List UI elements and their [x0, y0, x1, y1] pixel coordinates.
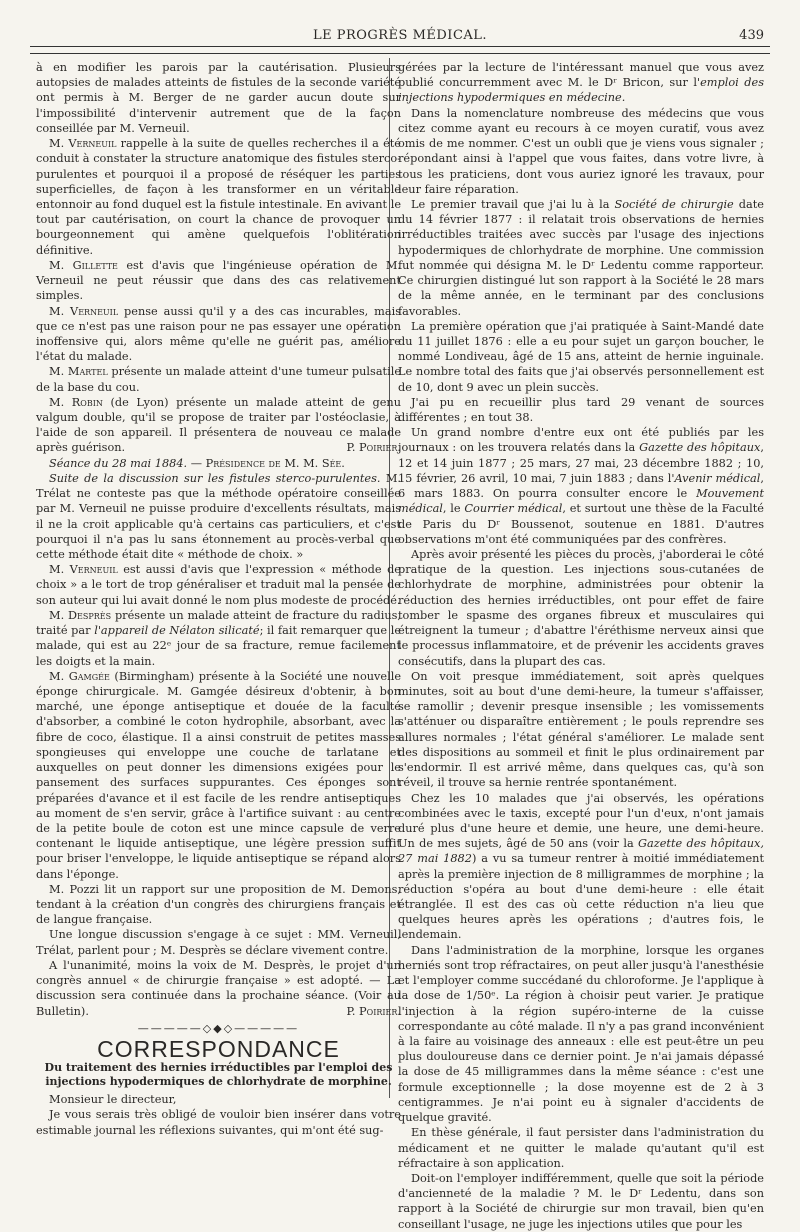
paragraph: On voit presque immédiatement, soit après quelques minutes, soit au bout d'une demi-heure, la tumeur s'affaisser, se ramollir ; devenir presque insensible ; les vomissements s'atténuer ou disparaître entièrement ; le pouls reprendre ses allures normales ; l'état général s'améliorer. Le malade sent des dispositions au sommeil et finit le plus ordinairement par s'endormir. Il est arrivé même, dans quelques cas, qu'à son réveil, il trouve sa hernie rentrée spontanément. [398, 669, 764, 790]
paragraph: La première opération que j'ai pratiquée à Saint-Mandé date du 11 juillet 1876 : elle a eu pour sujet un garçon boucher, le nommé Londiveau, âgé de 15 ans, atteint de hernie inguinale. Le nombre total des faits que j'ai observés personnellement est de 10, dont 9 avec un plein succès. [398, 319, 764, 394]
paragraph: Dans l'administration de la morphine, lorsque les organes herniés sont trop réfractaires, on peut aller jusqu'à l'anesthésie et l'employer comme succédané du chloroforme. Je l'applique à la dose de 1/50ᵉ. La région à choisir peut varier. Je pratique l'injection à la région supéro-interne de la cuisse correspondante au côté malade. Il n'y a pas grand inconvénient à la faire au voisinage des anneaux : elle est peut-être un peu plus douloureuse dans ce dernier point. Je n'ai jamais dépassé la dose de 45 milligrammes dans la même séance : c'est une formule exceptionnelle ; la dose moyenne est de 2 à 3 centigrammes. Je n'ai point eu à signaler d'accidents de quelque gravité. [398, 943, 764, 1125]
paragraph-text: présente un malade atteint de fracture du radius, traité par [36, 608, 401, 638]
paragraph-text: , 12 et 14 juin 1877 ; 25 mars, 27 mai, 23 décembre 1882 ; 10, 15 février, 26 avril, 10 mai, 7 juin 1883 ; dans l' [398, 441, 764, 485]
paragraph [398, 425, 764, 547]
section-heading: CORRESPONDANCE [97, 1036, 340, 1062]
left-column [36, 60, 401, 1138]
paragraph-text: date du 14 février 1877 : il relatait trois observations de hernies irréductibles traitées avec succès par l'usage des injections hypodermiques de chlorhydrate de morphine. Une commission fut nommée qui désigna M. le Dʳ Ledentu comme rapporteur. Ce chirurgien distingué lut son rapport à la Société le 28 mars de la même année, en le terminant par des conclusions favorables. [398, 197, 764, 318]
italic-text: l'appareil de Nélaton silicaté [94, 624, 260, 638]
italic-text: Gazette des hôpitaux [639, 441, 761, 455]
paragraph-text: ; il fait remarquer que le malade, qui est au 22ᵉ jour de sa fracture, remue facilement les doigts et la main. [36, 624, 402, 668]
session-president: — Présidence de M. M. Sée. [187, 456, 345, 470]
paragraph-text: gérées par la lecture de l'intéressant manuel que vous avez publié concurremment avec M. le Dʳ Bricon, sur l' [398, 61, 764, 90]
paragraph [36, 562, 401, 608]
paragraph [36, 395, 401, 456]
speaker-name: M. Verneuil [49, 304, 119, 318]
session-date: Séance du 28 mai 1884. [49, 456, 188, 470]
italic-text: Courrier médical [464, 502, 563, 516]
italic-text: emploi des injections hypodermiques en médecine. [398, 76, 764, 105]
discussion-title: Suite de la discussion sur les fistules sterco-purulentes. [49, 471, 381, 485]
paragraph-text: est d'avis que l'ingénieuse opération de M. Verneuil ne peut réussir que dans des cas relativement simples. [36, 258, 402, 303]
speaker-name: M. Martel [49, 365, 108, 379]
page-header [30, 20, 770, 47]
paragraph-text: Un grand nombre d'entre eux ont été publiés par les journaux : on les trouvera relatés dans la [398, 426, 764, 455]
speaker-name: M. Verneuil [49, 563, 118, 577]
paragraph: Doit-on l'employer indifféremment, quelle que soit la période d'ancienneté de la maladie ? M. le Dʳ Ledentu, dans son rapport à la Société de chirurgie sur mon travail, bien qu'en conseillant l'usage, ne juge les injections utiles que pour les [398, 1171, 764, 1231]
right-column [398, 60, 764, 1232]
paragraph-text: Chez les 10 malades que j'ai observés, les opérations combinées avec le taxis, excepté pour l'un d'eux, n'ont jamais duré plus d'une heure et demie, une heure, une demi-heure. Un de mes sujets, âgé de 50 ans (voir la [398, 791, 764, 851]
paragraph-text: présente un malade atteint d'une tumeur pulsatile de la base du cou. [36, 365, 401, 394]
speaker-name: M. Robin [49, 395, 103, 409]
italic-text: Gazette des hôpitaux, 27 mai 1882 [398, 837, 764, 866]
ornament-divider: —————◇◆◇————— [137, 1021, 300, 1035]
paragraph [36, 958, 401, 1019]
paragraph [398, 60, 764, 106]
salutation: Monsieur le directeur, [49, 1093, 177, 1107]
paragraph-text: rappelle à la suite de quelles recherches il a été conduit à constater la structure anatomique des fistules sterco-purulentes et pourquoi il a proposé de réséquer les parties superficielles, de façon à les transformer en un véritable entonnoir au fond duquel est la fistule intestinale. En avivant le tout par cautérisation, on court la chance de provoquer un bourgeonnement qui amène quelquefois l'oblitération définitive. [36, 137, 401, 257]
paragraph-text: (de Lyon) présente un malade atteint de genu valgum double, qu'il se propose de traiter par l'ostéoclasie, à l'aide de son appareil. Il présentera de nouveau ce malade après guérison. [36, 395, 401, 455]
paragraph: Je vous serais très obligé de vouloir bien insérer dans votre estimable journal les réflexions suivantes, qui m'ont été sug- [36, 1108, 401, 1137]
paragraph [36, 669, 401, 882]
italic-text: Avenir médical [674, 471, 761, 485]
paragraph-text: (Birmingham) présente à la Société une nouvelle éponge chirurgicale. M. Gamgée désireux d'obtenir, à bon marché, une éponge antiseptique et douée de la faculté d'absorber, a combiné le coton hydrophile, absorbant, avec la fibre de coco, élastique. Il a ainsi construit de petites masses spongieuses qui enveloppe une couche de tarlatane et auxquelles on peut donner les dimensions exigées pour le pansement des surfaces suppurantes. Ces éponges sont préparées d'avance et il est facile de les rendre antiseptiques au moment de s'en servir, grâce à l'artifice suivant : au centre de la petite boule de coton est une mince capsule de verre contenant le liquide antiseptique, une légère pression suffit pour briser l'enveloppe, le liquide antiseptique se répand alors dans l'éponge. [36, 669, 402, 881]
speaker-name: M. Verneuil [49, 137, 117, 151]
italic-text: Société de chirurgie [614, 197, 734, 211]
paragraph [36, 304, 401, 365]
signature: P. Poirier. [346, 441, 401, 455]
paragraph-text: , 6 mars 1883. On pourra consulter encore le [398, 471, 764, 501]
paragraph-text: pense aussi qu'il y a des cas incurables, mais que ce n'est pas une raison pour ne pas essayer une opération inoffensive qui, alors même qu'elle ne guérit pas, améliore l'état du malade. [36, 304, 401, 364]
paragraph-text: ) a vu sa tumeur rentrer à moitié immédiatement après la première injection de 8 milligrammes de morphine ; la réduction s'opéra au bout d'une demi-heure : elle était étranglée. Il est des cas où cette réduction n'a lieu que quelques heures après les opérations ; d'autres fois, le lendemain. [398, 852, 764, 942]
paragraph: Dans la nomenclature nombreuse des médecins que vous citez comme ayant eu recours à ce moyen curatif, vous avez omis de me nommer. C'est un oubli que je viens vous signaler ; répondant ainsi à l'appel que vous faites, dans votre livre, à tous les praticiens, dont vous auriez ignoré les travaux, pour leur faire réparation. [398, 106, 764, 196]
paragraph [398, 197, 764, 319]
paragraph: M. Pozzi lit un rapport sur une proposition de M. Demons, tendant à la création d'un congrès des chirurgiens français et de langue française. [36, 882, 401, 927]
paragraph: En thèse générale, il faut persister dans l'administration du médicament et ne quitter le malade qu'autant qu'il est réfractaire à son application. [398, 1126, 764, 1170]
speaker-name: M. Gillette [49, 258, 118, 272]
running-title: LE PROGRÈS MÉDICAL. [312, 28, 488, 43]
paragraph-text: A l'unanimité, moins la voix de M. Desprès, le projet d'un congrès annuel « de chirurgie française » est adopté. — La discussion sera continuée dans la prochaine séance. (Voir au Bulletin). [36, 958, 401, 1018]
paragraph: à en modifier les parois par la cautérisation. Plusieurs autopsies de malades atteints de fistules de la seconde variété ont permis à M. Berger de ne garder aucun doute sur l'impossibilité d'intervenir autrement que de la façon conseillée par M. Verneuil. [36, 61, 401, 135]
signature: P. Poirier. [346, 1004, 401, 1018]
paragraph [36, 471, 401, 562]
header-rule [30, 50, 770, 54]
paragraph [398, 791, 764, 943]
paragraph-text: est aussi d'avis que l'expression « méthode de choix » a le tort de trop généraliser et traduit mal la pensée de son auteur qui lui avait donné le nom plus modeste de procédé. [36, 563, 401, 607]
paragraph: Une longue discussion s'engage à ce sujet : MM. Verneuil, Trélat, parlent pour ; M. Desprès se déclare vivement contre. [36, 928, 401, 957]
page-number: 439 [739, 28, 764, 43]
session-heading [36, 456, 401, 471]
paragraph [36, 136, 401, 258]
speaker-name: M. Desprès [49, 608, 112, 622]
paragraph-text: , le [442, 502, 465, 516]
article-title: Du traitement des hernies irréductibles par l'emploi des injections hypodermiques de chlorhydrate de morphine. [44, 1061, 393, 1088]
italic-text: Mouvement médical [398, 487, 764, 516]
paragraph-text: M. Trélat ne conteste pas que la méthode opératoire conseillée par M. Verneuil ne puisse produire d'excellents résultats, mais il ne la croit applicable qu'à certains cas particuliers, et c'est pourquoi il n'a pas lu sans étonnement au procès-verbal que cette méthode était dite « méthode de choix. » [36, 471, 402, 561]
speaker-name: M. Gamgée [49, 669, 110, 683]
paragraph: J'ai pu en recueillir plus tard 29 venant de sources différentes ; en tout 38. [398, 395, 764, 425]
paragraph [36, 608, 401, 669]
paragraph: Après avoir présenté les pièces du procès, j'aborderai le côté pratique de la question. Les injections sous-cutanées de chlorhydrate de morphine, administrées pour obtenir la réduction des hernies irréductibles, ont pour effet de faire tomber le spasme des organes fibreux et musculaires qui étreignent la tumeur ; d'abattre l'éréthisme nerveux ainsi que le processus inflammatoire, et de prévenir les accidents graves consécutifs, dans la plupart des cas. [398, 548, 764, 668]
paragraph [36, 364, 401, 394]
paragraph [36, 258, 401, 304]
paragraph-text: Le premier travail que j'ai lu à la [411, 197, 615, 211]
paragraph-text: , et surtout une thèse de la Faculté de Paris du Dʳ Boussenot, soutenue en 1881. D'autres observations m'ont été communiquées par des confrères. [398, 502, 764, 546]
